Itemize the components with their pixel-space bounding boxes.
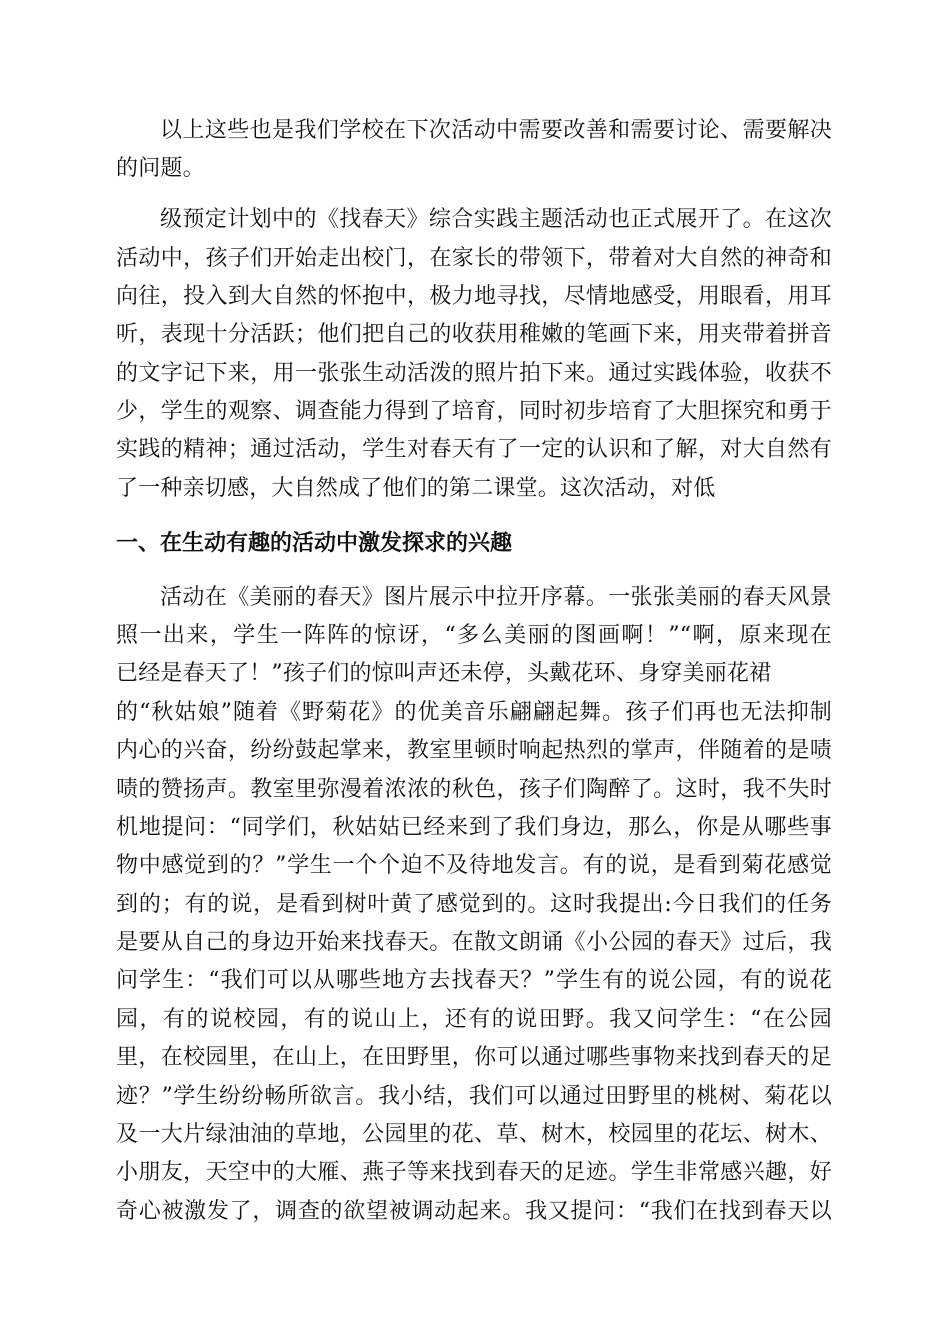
paragraph-3-line-15: 及一大片绿油油的草地，公园里的花、草、树木，校园里的花坛、树木、	[116, 1122, 832, 1147]
paragraph-3-line-3: 已经是春天了！”孩子们的惊叫声还未停，头戴花环、身穿美丽花裙	[116, 661, 772, 686]
paragraph-3-line-6: 啧的赞扬声。教室里弥漫着浓浓的秋色，孩子们陶醉了。这时，我不失时	[116, 777, 832, 802]
section-heading: 一、在生动有趣的活动中激发探求的兴趣	[116, 531, 513, 556]
paragraph-3-line-9: 到的；有的说，是看到树叶黄了感觉到的。这时我提出:今日我们的任务	[116, 892, 832, 917]
paragraph-2-line-6: 少，学生的观察、调查能力得到了培育，同时初步培育了大胆探究和勇于	[116, 399, 832, 424]
paragraph-2-line-4: 听，表现十分活跃；他们把自己的收获用稚嫩的笔画下来，用夹带着拼音	[116, 322, 832, 347]
paragraph-3-line-7: 机地提问：“同学们，秋姑姑已经来到了我们身边，那么，你是从哪些事	[116, 815, 832, 840]
paragraph-3-line-4: 的“秋姑娘”随着《野菊花》的优美音乐翩翩起舞。孩子们再也无法抑制	[116, 700, 832, 725]
paragraph-3-line-1: 活动在《美丽的春天》图片展示中拉开序幕。一张张美丽的春天风景	[160, 585, 832, 610]
paragraph-2-line-1: 级预定计划中的《找春天》综合实践主题活动也正式展开了。在这次	[160, 207, 832, 232]
paragraph-3-line-16: 小朋友，天空中的大雁、燕子等来找到春天的足迹。学生非常感兴趣，好	[116, 1160, 832, 1185]
paragraph-2-line-5: 的文字记下来，用一张张生动活泼的照片拍下来。通过实践体验，收获不	[116, 361, 832, 386]
paragraph-3-line-5: 内心的兴奋，纷纷鼓起掌来，教室里顿时响起热烈的掌声，伴随着的是啧	[116, 738, 832, 763]
paragraph-3-line-17: 奇心被激发了，调查的欲望被调动起来。我又提问：“我们在找到春天以	[116, 1199, 832, 1224]
paragraph-3-line-13: 里，在校园里，在山上，在田野里，你可以通过哪些事物来找到春天的足	[116, 1045, 832, 1070]
paragraph-2-line-2: 活动中，孩子们开始走出校门，在家长的带领下，带着对大自然的神奇和	[116, 246, 832, 271]
paragraph-3-line-8: 物中感觉到的？”学生一个个迫不及待地发言。有的说，是看到菊花感觉	[116, 853, 832, 878]
paragraph-1-line-1: 以上这些也是我们学校在下次活动中需要改善和需要讨论、需要解决	[160, 118, 832, 143]
paragraph-1-line-2: 的问题。	[116, 156, 205, 181]
paragraph-2-line-3: 向往，投入到大自然的怀抱中，极力地寻找，尽情地感受，用眼看，用耳	[116, 284, 832, 309]
paragraph-3-line-2: 照一出来，学生一阵阵的惊讶，“多么美丽的图画啊！”“啊，原来现在	[116, 623, 832, 648]
paragraph-3-line-14: 迹？”学生纷纷畅所欲言。我小结，我们可以通过田野里的桃树、菊花以	[116, 1084, 832, 1109]
paragraph-2-line-8: 了一种亲切感，大自然成了他们的第二课堂。这次活动，对低	[116, 476, 716, 501]
paragraph-3-line-11: 问学生：“我们可以从哪些地方去找春天？”学生有的说公园，有的说花	[116, 968, 832, 993]
paragraph-3-line-12: 园，有的说校园，有的说山上，还有的说田野。我又问学生：“在公园	[116, 1007, 832, 1032]
paragraph-2-line-7: 实践的精神；通过活动，学生对春天有了一定的认识和了解，对大自然有	[116, 437, 832, 462]
paragraph-3-line-10: 是要从自己的身边开始来找春天。在散文朗诵《小公园的春天》过后，我	[116, 930, 832, 955]
